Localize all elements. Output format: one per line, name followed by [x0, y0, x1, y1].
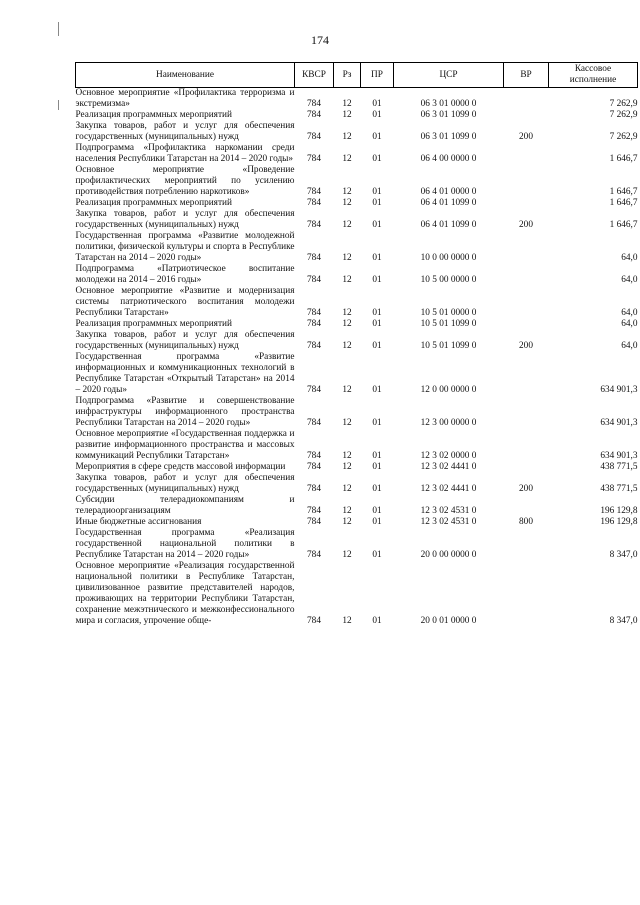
row-rz: 12 [342, 451, 352, 461]
scan-mark [58, 100, 59, 110]
row-csr: 20 0 01 0000 0 [420, 616, 477, 626]
row-csr: 06 3 01 1099 0 [420, 110, 477, 120]
row-name: Закупка товаров, работ и услуг для обеспечения государственных (муниципальных) нужд [75, 209, 295, 230]
row-kvsr: 784 [307, 319, 321, 329]
row-csr: 06 4 01 1099 0 [420, 198, 477, 208]
row-kvsr: 784 [307, 517, 321, 527]
row-amount: 1 646,7 [609, 198, 638, 208]
row-amount: 634 901,3 [600, 451, 638, 461]
row-rz: 12 [342, 187, 352, 197]
row-pr: 01 [372, 484, 382, 494]
row-amount: 64,0 [621, 341, 638, 351]
table-header-row [76, 63, 638, 88]
row-kvsr: 784 [307, 462, 321, 472]
row-rz: 12 [342, 99, 352, 109]
row-amount: 8 347,0 [609, 616, 638, 626]
row-vr [504, 462, 549, 473]
row-vr: 800 [519, 517, 533, 527]
row-csr: 12 3 02 4441 0 [420, 462, 477, 472]
row-kvsr: 784 [307, 341, 321, 351]
row-pr: 01 [372, 220, 382, 230]
row-csr: 12 3 00 0000 0 [420, 418, 477, 428]
row-vr [504, 198, 549, 209]
row-vr [504, 429, 549, 462]
row-name: Реализация программных мероприятий [75, 319, 232, 329]
row-name: Субсидии телерадиокомпаниям и телерадиоорганизациям [75, 495, 295, 516]
row-rz: 12 [342, 506, 352, 516]
column-header-amount: Кассовое исполнение [549, 63, 638, 88]
table-row [76, 88, 638, 111]
row-csr: 10 5 00 0000 0 [420, 275, 477, 285]
row-csr: 12 3 02 0000 0 [420, 451, 477, 461]
row-rz: 12 [342, 308, 352, 318]
row-name: Реализация программных мероприятий [75, 110, 232, 120]
row-rz: 12 [342, 110, 352, 120]
table-row [76, 231, 638, 264]
row-pr: 01 [372, 319, 382, 329]
row-csr: 06 4 00 0000 0 [420, 154, 477, 164]
row-amount: 196 129,8 [600, 506, 638, 516]
table-row [76, 264, 638, 286]
row-pr: 01 [372, 451, 382, 461]
row-amount: 64,0 [621, 308, 638, 318]
row-name: Основное мероприятие «Проведение профилактических мероприятий по усилению противодействия потреблению наркотиков» [75, 165, 295, 197]
row-kvsr: 784 [307, 385, 321, 395]
row-vr [504, 88, 549, 111]
table-row [76, 286, 638, 319]
scan-mark [58, 22, 59, 36]
row-pr: 01 [372, 385, 382, 395]
row-vr [504, 231, 549, 264]
row-name: Государственная программа «Развитие информационных и коммуникационных технологий в Республике Татарстан «Открытый Татарстан» на 2014 – 2020 годы» [75, 352, 295, 395]
row-vr [504, 264, 549, 286]
table-row [76, 462, 638, 473]
row-pr: 01 [372, 110, 382, 120]
row-rz: 12 [342, 154, 352, 164]
row-rz: 12 [342, 198, 352, 208]
table-row [76, 330, 638, 352]
table-row [76, 495, 638, 517]
row-vr [504, 561, 549, 627]
row-rz: 12 [342, 517, 352, 527]
row-amount: 7 262,9 [609, 99, 638, 109]
row-vr [504, 528, 549, 561]
row-pr: 01 [372, 550, 382, 560]
row-pr: 01 [372, 275, 382, 285]
table-row [76, 121, 638, 143]
row-vr [504, 495, 549, 517]
row-pr: 01 [372, 418, 382, 428]
row-pr: 01 [372, 253, 382, 263]
row-name: Подпрограмма «Патриотическое воспитание молодежи на 2014 – 2016 годы» [75, 264, 295, 285]
row-rz: 12 [342, 220, 352, 230]
row-name: Подпрограмма «Развитие и совершенствование инфраструктуры информационного пространства Республики Татарстан на 2014 – 2020 годы» [75, 396, 295, 428]
row-kvsr: 784 [307, 132, 321, 142]
row-name: Государственная программа «Реализация государственной национальной политики в Республике Татарстан на 2014 – 2020 годы» [75, 528, 295, 560]
row-name: Иные бюджетные ассигнования [75, 517, 202, 527]
table-row [76, 528, 638, 561]
row-pr: 01 [372, 341, 382, 351]
row-kvsr: 784 [307, 187, 321, 197]
row-rz: 12 [342, 275, 352, 285]
table-row [76, 209, 638, 231]
row-pr: 01 [372, 616, 382, 626]
table-row [76, 473, 638, 495]
row-vr: 200 [519, 484, 533, 494]
row-csr: 12 3 02 4531 0 [420, 506, 477, 516]
row-csr: 06 4 01 1099 0 [420, 220, 477, 230]
row-vr [504, 319, 549, 330]
row-name: Закупка товаров, работ и услуг для обеспечения государственных (муниципальных) нужд [75, 121, 295, 142]
row-name: Подпрограмма «Профилактика наркомании среди населения Республики Татарстан на 2014 – 2020 годы» [75, 143, 295, 164]
row-kvsr: 784 [307, 220, 321, 230]
row-pr: 01 [372, 506, 382, 516]
row-csr: 06 4 01 0000 0 [420, 187, 477, 197]
row-rz: 12 [342, 341, 352, 351]
row-name: Основное мероприятие «Реализация государственной национальной политики в Республике Татарстан, цивилизованное развитие представителей народов, проживающих на территории Республики Татарстан, сохранение межэтнического и межконфессионального мира и согласия, упрочение обще- [75, 561, 295, 626]
column-header-name: Наименование [76, 63, 295, 88]
page-number: 174 [311, 33, 329, 47]
row-amount: 438 771,5 [600, 484, 638, 494]
row-vr [504, 143, 549, 165]
row-pr: 01 [372, 308, 382, 318]
row-csr: 10 5 01 1099 0 [420, 341, 477, 351]
row-name: Закупка товаров, работ и услуг для обеспечения государственных (муниципальных) нужд [75, 330, 295, 351]
row-kvsr: 784 [307, 506, 321, 516]
row-vr [504, 286, 549, 319]
row-pr: 01 [372, 154, 382, 164]
row-amount: 8 347,0 [609, 550, 638, 560]
table-row [76, 110, 638, 121]
row-rz: 12 [342, 132, 352, 142]
row-vr [504, 396, 549, 429]
row-name: Закупка товаров, работ и услуг для обеспечения государственных (муниципальных) нужд [75, 473, 295, 494]
table-row [76, 143, 638, 165]
table-row [76, 517, 638, 528]
row-kvsr: 784 [307, 616, 321, 626]
row-rz: 12 [342, 418, 352, 428]
row-kvsr: 784 [307, 253, 321, 263]
row-csr: 10 5 01 0000 0 [420, 308, 477, 318]
row-csr: 12 0 00 0000 0 [420, 385, 477, 395]
row-rz: 12 [342, 253, 352, 263]
row-rz: 12 [342, 550, 352, 560]
row-rz: 12 [342, 462, 352, 472]
row-pr: 01 [372, 462, 382, 472]
row-csr: 06 3 01 1099 0 [420, 132, 477, 142]
table-row [76, 561, 638, 627]
row-amount: 1 646,7 [609, 187, 638, 197]
row-amount: 64,0 [621, 275, 638, 285]
column-header-rz: Рз [334, 63, 361, 88]
column-header-kvsr: КВСР [295, 63, 334, 88]
row-name: Основное мероприятие «Государственная поддержка и развитие информационного пространства и массовых коммуникаций Республики Татарстан» [75, 429, 295, 461]
row-rz: 12 [342, 484, 352, 494]
row-amount: 196 129,8 [600, 517, 638, 527]
row-pr: 01 [372, 132, 382, 142]
row-kvsr: 784 [307, 550, 321, 560]
row-amount: 1 646,7 [609, 154, 638, 164]
table-row [76, 429, 638, 462]
column-header-pr: ПР [361, 63, 394, 88]
row-name: Государственная программа «Развитие молодежной политики, физической культуры и спорта в Республике Татарстан на 2014 – 2020 годы» [75, 231, 295, 263]
row-kvsr: 784 [307, 451, 321, 461]
row-vr [504, 352, 549, 396]
row-kvsr: 784 [307, 198, 321, 208]
row-rz: 12 [342, 385, 352, 395]
row-pr: 01 [372, 99, 382, 109]
row-amount: 7 262,9 [609, 110, 638, 120]
table-row [76, 396, 638, 429]
row-rz: 12 [342, 319, 352, 329]
row-pr: 01 [372, 198, 382, 208]
row-csr: 20 0 00 0000 0 [420, 550, 477, 560]
row-csr: 12 3 02 4441 0 [420, 484, 477, 494]
row-kvsr: 784 [307, 484, 321, 494]
row-kvsr: 784 [307, 154, 321, 164]
row-name: Реализация программных мероприятий [75, 198, 232, 208]
row-csr: 10 0 00 0000 0 [420, 253, 477, 263]
row-vr: 200 [519, 132, 533, 142]
table-row [76, 165, 638, 198]
row-amount: 64,0 [621, 319, 638, 329]
row-vr [504, 110, 549, 121]
row-rz: 12 [342, 616, 352, 626]
row-csr: 06 3 01 0000 0 [420, 99, 477, 109]
row-amount: 438 771,5 [600, 462, 638, 472]
row-amount: 634 901,3 [600, 418, 638, 428]
row-vr: 200 [519, 220, 533, 230]
row-amount: 634 901,3 [600, 385, 638, 395]
row-kvsr: 784 [307, 99, 321, 109]
row-name: Основное мероприятие «Развитие и модернизация системы патриотического воспитания молодежи Республики Татарстан» [75, 286, 295, 318]
row-amount: 64,0 [621, 253, 638, 263]
row-kvsr: 784 [307, 275, 321, 285]
row-amount: 7 262,9 [609, 132, 638, 142]
row-name: Мероприятия в сфере средств массовой информации [75, 462, 286, 472]
row-csr: 12 3 02 4531 0 [420, 517, 477, 527]
row-kvsr: 784 [307, 308, 321, 318]
row-kvsr: 784 [307, 418, 321, 428]
table-row [76, 198, 638, 209]
row-pr: 01 [372, 187, 382, 197]
row-pr: 01 [372, 517, 382, 527]
row-kvsr: 784 [307, 110, 321, 120]
budget-table [75, 62, 638, 627]
row-csr: 10 5 01 1099 0 [420, 319, 477, 329]
row-amount: 1 646,7 [609, 220, 638, 230]
column-header-vr: ВР [504, 63, 549, 88]
column-header-csr: ЦСР [394, 63, 504, 88]
row-name: Основное мероприятие «Профилактика терроризма и экстремизма» [75, 88, 295, 109]
table-row [76, 319, 638, 330]
row-vr: 200 [519, 341, 533, 351]
table-row [76, 352, 638, 396]
row-vr [504, 165, 549, 198]
